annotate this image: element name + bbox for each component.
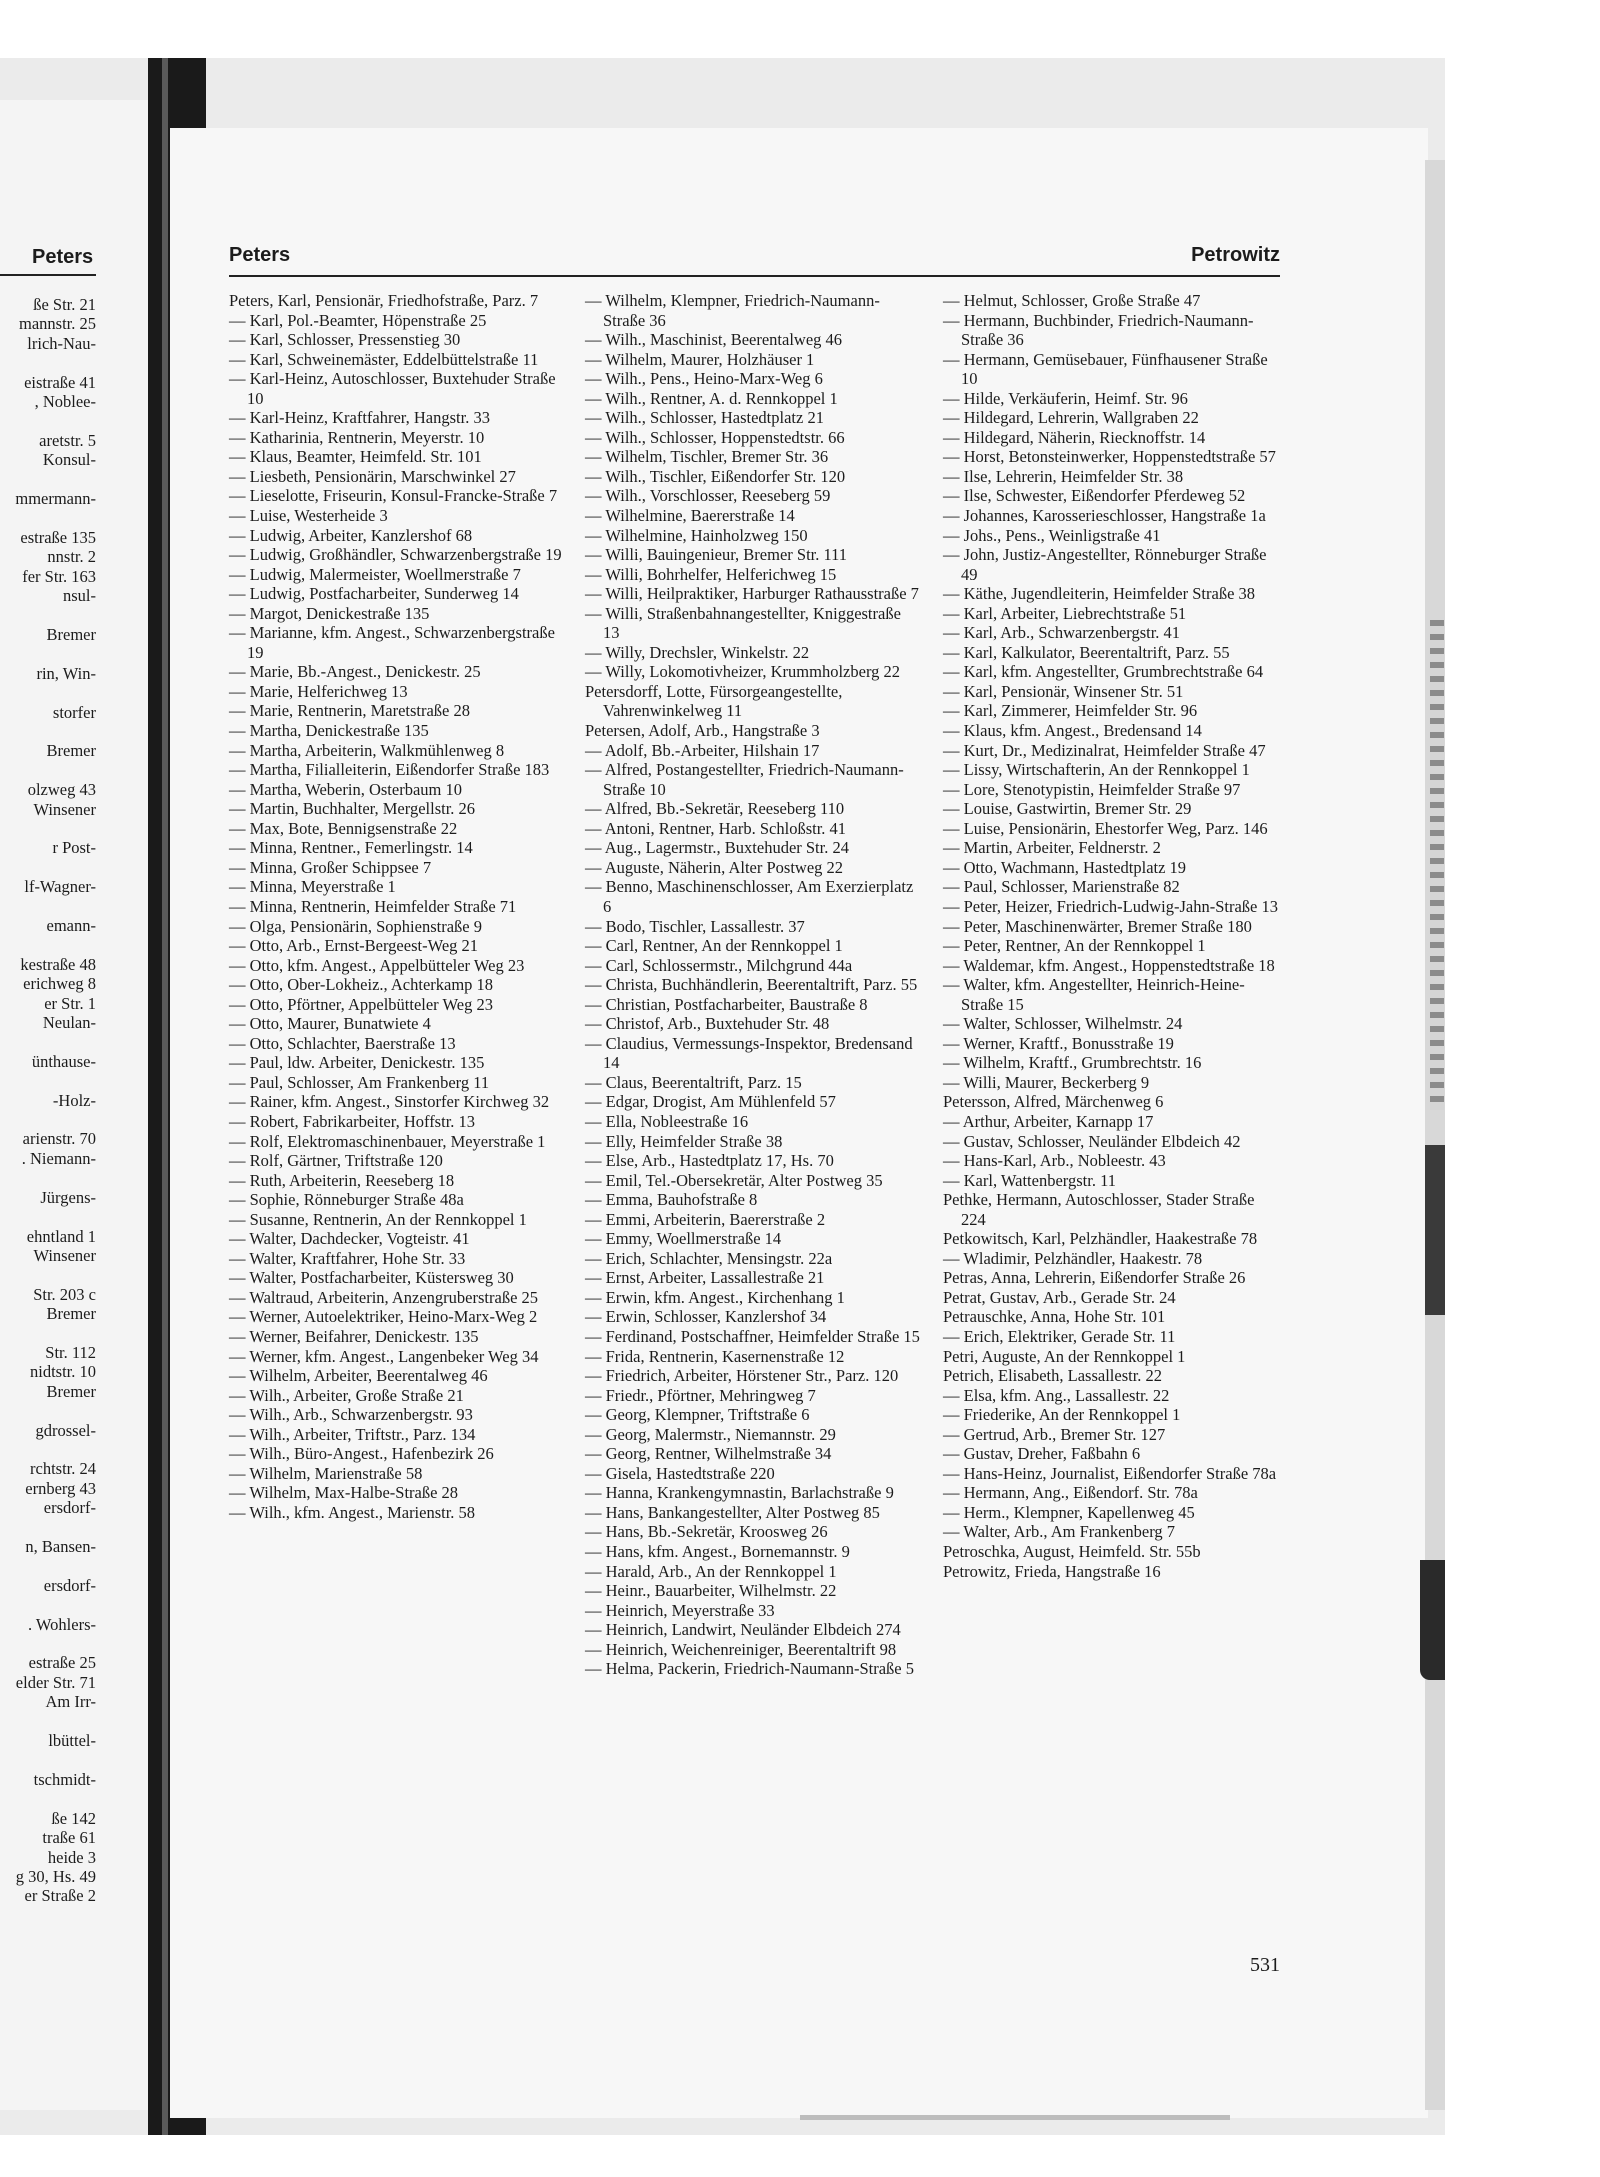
left-page-line: fer Str. 163	[22, 566, 96, 586]
directory-entry: — Johannes, Karosserieschlosser, Hangstraße 1a	[943, 506, 1266, 526]
left-page-line: kestraße 48	[20, 954, 96, 974]
left-page-line	[0, 1789, 96, 1808]
left-page-line	[0, 1207, 96, 1226]
left-page-line	[0, 935, 96, 954]
directory-entry: — Johs., Pens., Weinligstraße 41	[943, 525, 1161, 545]
left-page-line: olzweg 43	[27, 780, 96, 800]
directory-entry: — Alfred, Bb.-Sekretär, Reeseberg 110	[585, 799, 845, 819]
directory-entry: — Wilh., Arb., Schwarzenbergstr. 93	[229, 1405, 473, 1425]
directory-entry: — Wilhelm, Klempner, Friedrich-Naumann-Straße 36	[585, 291, 880, 330]
left-page-line	[0, 1595, 96, 1614]
directory-entry: — Werner, kfm. Angest., Langenbeker Weg 34	[229, 1346, 539, 1366]
directory-entry: — Christof, Arb., Buxtehuder Str. 48	[585, 1014, 830, 1034]
left-page-line	[0, 1110, 96, 1129]
directory-entry: — Wilh., Maschinist, Beerentalweg 46	[585, 330, 843, 350]
directory-entry: — Otto, Maurer, Bunatwiete 4	[229, 1014, 431, 1034]
directory-entry: — Emmy, Woellmerstraße 14	[585, 1229, 782, 1249]
left-page-line: rin, Win-	[36, 663, 96, 683]
left-page-line: mmermann-	[15, 489, 96, 509]
left-page-line	[0, 411, 96, 430]
directory-entry: — Liesbeth, Pensionärin, Marschwinkel 27	[229, 466, 516, 486]
left-page-line: elder Str. 71	[15, 1672, 96, 1692]
left-page-line	[0, 683, 96, 702]
directory-entry: — Lieselotte, Friseurin, Konsul-Francke-Straße 7	[229, 486, 558, 506]
directory-entry: — Max, Bote, Bennigsenstraße 22	[229, 818, 458, 838]
directory-entry: — Hans, kfm. Angest., Bornemannstr. 9	[585, 1542, 850, 1561]
directory-entry: — Georg, Klempner, Triftstraße 6	[585, 1405, 810, 1425]
directory-entry: — Klaus, kfm. Angest., Bredensand 14	[943, 721, 1202, 741]
left-page-line: ehntland 1	[26, 1226, 96, 1246]
left-page-line: Str. 112	[45, 1342, 96, 1362]
directory-entry: — Wilh., Schlosser, Hoppenstedtstr. 66	[585, 427, 845, 447]
directory-entry: — Heinrich, Landwirt, Neuländer Elbdeich 274	[585, 1620, 901, 1640]
directory-entry: — Hildegard, Näherin, Riecknoffstr. 14	[943, 427, 1206, 447]
directory-entry: — Waldemar, kfm. Angest., Hoppenstedtstraße 18	[943, 955, 1275, 975]
directory-entry: — Willy, Lokomotivheizer, Krummholzberg 22	[585, 662, 901, 682]
directory-entry: — Auguste, Näherin, Alter Postweg 22	[585, 857, 844, 877]
directory-entry: — Karl, Arb., Schwarzenbergstr. 41	[943, 623, 1181, 643]
left-page-line	[0, 353, 96, 372]
directory-entry: — Peter, Rentner, An der Rennkoppel 1	[943, 936, 1206, 956]
directory-entry: — Karl, Arbeiter, Liebrechtstraße 51	[943, 603, 1187, 623]
directory-entry: — Wilh., Arbeiter, Triftstr., Parz. 134	[229, 1424, 476, 1444]
directory-entry: — Walter, kfm. Angestellter, Heinrich-Heine-Straße 15	[943, 975, 1245, 1014]
directory-entry: — Ilse, Lehrerin, Heimfelder Str. 38	[943, 466, 1184, 486]
left-page-line: Neulan-	[42, 1013, 96, 1033]
directory-entry: — Lissy, Wirtschafterin, An der Rennkoppel 1	[943, 760, 1250, 780]
edge-print-strip	[1430, 620, 1444, 1110]
directory-entry: — Wilh., Büro-Angest., Hafenbezirk 26	[229, 1444, 494, 1464]
directory-entry: — Wilh., Tischler, Eißendorfer Str. 120	[585, 466, 846, 486]
left-page-line: nidtstr. 10	[29, 1362, 96, 1382]
directory-entry: — Luise, Westerheide 3	[229, 506, 388, 526]
directory-entry: — Otto, Pförtner, Appelbütteler Weg 23	[229, 994, 493, 1014]
left-page-line	[0, 508, 96, 527]
directory-entry: — Katharinia, Rentnerin, Meyerstr. 10	[229, 427, 485, 447]
directory-entry: — Marie, Helferichweg 13	[229, 681, 408, 701]
directory-entry: — Erich, Schlachter, Mensingstr. 22a	[585, 1248, 833, 1268]
directory-entry: — Edgar, Drogist, Am Mühlenfeld 57	[585, 1092, 836, 1112]
directory-column-1	[229, 291, 565, 1522]
directory-entry: — Walter, Schlosser, Wilhelmstr. 24	[943, 1014, 1183, 1034]
left-page-line: ünthause-	[31, 1051, 96, 1071]
left-page-line	[0, 1440, 96, 1459]
directory-entry: — Otto, Arb., Ernst-Bergeest-Weg 21	[229, 936, 479, 956]
left-page-line: r Post-	[52, 838, 96, 858]
directory-entry: — Minna, Meyerstraße 1	[229, 877, 396, 897]
left-page-line: ersdorf-	[43, 1575, 96, 1595]
left-page-line: Winsener	[33, 1245, 96, 1265]
directory-entry: Petersen, Adolf, Arb., Hangstraße 3	[585, 721, 820, 741]
directory-entry: — Hans-Heinz, Journalist, Eißendorfer Straße 78a	[943, 1463, 1277, 1483]
directory-entry: — Peter, Heizer, Friedrich-Ludwig-Jahn-Straße 13	[943, 896, 1278, 916]
directory-entry: — Hans, Bankangestellter, Alter Postweg 85	[585, 1502, 880, 1522]
left-page-rule	[0, 274, 96, 276]
left-page-line	[0, 1168, 96, 1187]
left-page-line: Jürgens-	[40, 1187, 96, 1207]
spine-edge	[162, 58, 168, 2135]
left-page-line	[0, 1750, 96, 1769]
right-page-edge	[1425, 160, 1445, 2110]
directory-entry: — Erich, Elektriker, Gerade Str. 11	[943, 1326, 1176, 1346]
directory-entry: — Else, Arb., Hastedtplatz 17, Hs. 70	[585, 1151, 834, 1171]
left-page-line: Konsul-	[42, 450, 96, 470]
directory-entry: — Lore, Stenotypistin, Heimfelder Straße 97	[943, 779, 1241, 799]
directory-entry: — Paul, Schlosser, Marienstraße 82	[943, 877, 1180, 897]
left-page-line: arienstr. 70	[22, 1129, 96, 1149]
right-page-header-left: Peters	[229, 244, 291, 266]
left-page-line: ernberg 43	[25, 1478, 96, 1498]
directory-entry: — Hanna, Krankengymnastin, Barlachstraße 9	[585, 1483, 894, 1503]
left-page-line: estraße 25	[28, 1653, 96, 1673]
directory-entry: — Wilh., kfm. Angest., Marienstr. 58	[229, 1502, 476, 1522]
left-page-line: . Wohlers-	[27, 1614, 96, 1634]
left-page-line: , Noblee-	[34, 392, 96, 412]
directory-entry: — Heinr., Bauarbeiter, Wilhelmstr. 22	[585, 1581, 837, 1601]
directory-entry: — Wilhelm, Maurer, Holzhäuser 1	[585, 349, 815, 369]
page-number: 531	[1250, 1954, 1280, 1976]
directory-entry: — Friedrich, Arbeiter, Hörstener Str., Parz. 120	[585, 1366, 899, 1386]
left-page-line	[0, 897, 96, 916]
directory-entry: — Wilhelm, Tischler, Bremer Str. 36	[585, 447, 829, 467]
directory-entry: — Willi, Straßenbahnangestellter, Kniggestraße 13	[585, 603, 901, 643]
directory-entry: Petersdorff, Lotte, Fürsorgeangestellte, Vahrenwinkelweg 11	[585, 681, 843, 721]
right-page-header-right: Petrowitz	[1191, 244, 1280, 266]
directory-entry: — Werner, Autoelektriker, Heino-Marx-Weg 2	[229, 1307, 538, 1327]
left-page-line: Winsener	[33, 799, 96, 819]
directory-column-2	[585, 291, 921, 1679]
left-page-line: mannstr. 25	[19, 314, 96, 334]
left-page-text	[0, 295, 96, 1906]
directory-entry: — Otto, Wachmann, Hastedtplatz 19	[943, 857, 1187, 877]
directory-entry: — Georg, Malermstr., Niemannstr. 29	[585, 1424, 836, 1444]
left-page-line	[0, 858, 96, 877]
left-page-line: eistraße 41	[24, 372, 96, 392]
directory-entry: — Marie, Bb.-Angest., Denickestr. 25	[229, 662, 481, 682]
left-page-line: nnstr. 2	[47, 547, 96, 567]
directory-entry: — Ferdinand, Postschaffner, Heimfelder Straße 15	[585, 1326, 920, 1346]
directory-entry: — Aug., Lagermstr., Buxtehuder Str. 24	[585, 838, 849, 858]
directory-entry: — Erwin, Schlosser, Kanzlershof 34	[585, 1307, 827, 1327]
left-page-line: traße 61	[42, 1828, 96, 1848]
directory-entry: Petras, Anna, Lehrerin, Eißendorfer Straße 26	[943, 1268, 1246, 1288]
directory-entry: — Otto, kfm. Angest., Appelbütteler Weg 23	[229, 955, 525, 975]
directory-entry: — Harald, Arb., An der Rennkoppel 1	[585, 1561, 837, 1581]
directory-entry: — Rainer, kfm. Angest., Sinstorfer Kirchweg 32	[229, 1092, 550, 1112]
directory-entry: — Klaus, Beamter, Heimfeld. Str. 101	[229, 447, 482, 467]
directory-entry: — Willi, Bauingenieur, Bremer Str. 111	[585, 545, 848, 565]
directory-entry: — Carl, Rentner, An der Rennkoppel 1	[585, 936, 843, 956]
directory-entry: — Wilh., Vorschlosser, Reeseberg 59	[585, 486, 831, 506]
left-page-line: ße 142	[51, 1808, 96, 1828]
directory-entry: — Heinrich, Meyerstraße 33	[585, 1600, 775, 1620]
left-page-line	[0, 644, 96, 663]
directory-entry: — Heinrich, Weichenreiniger, Beerentaltrift 98	[585, 1639, 897, 1659]
directory-entry: — Frida, Rentnerin, Kasernenstraße 12	[585, 1346, 845, 1366]
directory-entry: — Emil, Tel.-Obersekretär, Alter Postweg 35	[585, 1170, 883, 1190]
directory-entry: — Hildegard, Lehrerin, Wallgraben 22	[943, 408, 1199, 428]
directory-entry: — Paul, Schlosser, Am Frankenberg 11	[229, 1072, 490, 1092]
directory-entry: — Sophie, Rönneburger Straße 48a	[229, 1190, 464, 1210]
left-page-line	[0, 1265, 96, 1284]
left-page-line: estraße 135	[20, 527, 96, 547]
directory-entry: — Gustav, Dreher, Faßbahn 6	[943, 1444, 1141, 1464]
directory-entry: Pethke, Hermann, Autoschlosser, Stader Straße 224	[943, 1190, 1255, 1229]
directory-entry: — Wilhelm, Arbeiter, Beerentalweg 46	[229, 1366, 488, 1386]
left-page-line: Am Irr-	[45, 1692, 96, 1712]
left-page-line	[0, 722, 96, 741]
directory-entry: — Margot, Denickestraße 135	[229, 603, 430, 623]
left-page-line: . Niemann-	[21, 1148, 96, 1168]
directory-entry: — Emmi, Arbeiterin, Baererstraße 2	[585, 1209, 826, 1229]
directory-entry: — Walter, Arb., Am Frankenberg 7	[943, 1522, 1176, 1542]
directory-entry: — Luise, Pensionärin, Ehestorfer Weg, Parz. 146	[943, 818, 1268, 838]
directory-entry: — Ludwig, Arbeiter, Kanzlershof 68	[229, 525, 473, 545]
directory-entry: — Helmut, Schlosser, Große Straße 47	[943, 291, 1201, 310]
directory-entry: — Louise, Gastwirtin, Bremer Str. 29	[943, 799, 1192, 819]
directory-entry: Petrat, Gustav, Arb., Gerade Str. 24	[943, 1287, 1176, 1307]
directory-entry: — Paul, ldw. Arbeiter, Denickestr. 135	[229, 1053, 485, 1073]
directory-entry: — Helma, Packerin, Friedrich-Naumann-Straße 5	[585, 1659, 914, 1679]
directory-entry: — Ernst, Arbeiter, Lassallestraße 21	[585, 1268, 825, 1288]
header-rule	[229, 275, 1280, 277]
directory-entry: — Claus, Beerentaltrift, Parz. 15	[585, 1072, 802, 1092]
left-page-line: g 30, Hs. 49	[15, 1866, 96, 1886]
directory-entry: — Ludwig, Postfacharbeiter, Sunderweg 14	[229, 584, 519, 604]
left-page-line: lrich-Nau-	[27, 333, 96, 353]
left-page-line	[0, 819, 96, 838]
directory-entry: — Wilh., Arbeiter, Große Straße 21	[229, 1385, 464, 1405]
left-page-header: Peters	[32, 246, 94, 268]
left-page-line	[0, 606, 96, 625]
left-page-line	[0, 1634, 96, 1653]
left-page-line	[0, 1401, 96, 1420]
directory-entry: — Hans, Bb.-Sekretär, Kroosweg 26	[585, 1522, 828, 1542]
directory-entry: — Elsa, kfm. Ang., Lassallestr. 22	[943, 1385, 1170, 1405]
directory-entry: — Hermann, Buchbinder, Friedrich-Naumann-Straße 36	[943, 310, 1254, 350]
left-page-line: heide 3	[47, 1847, 96, 1867]
directory-entry: — Claudius, Vermessungs-Inspektor, Bredensand 14	[585, 1033, 913, 1073]
directory-entry: — Karl, Kalkulator, Beerentaltrift, Parz. 55	[943, 642, 1230, 662]
directory-entry: — Minna, Großer Schippsee 7	[229, 857, 432, 877]
left-page-line	[0, 1071, 96, 1090]
directory-entry: — Marie, Rentnerin, Maretstraße 28	[229, 701, 471, 721]
directory-entry: — Minna, Rentnerin, Heimfelder Straße 71	[229, 896, 517, 916]
directory-entry: — Horst, Betonsteinwerker, Hoppenstedtstraße 57	[943, 447, 1276, 467]
directory-entry: — Willi, Heilpraktiker, Harburger Rathausstraße 7	[585, 584, 919, 604]
left-page-line: rchtstr. 24	[30, 1459, 96, 1479]
directory-entry: — Waltraud, Arbeiterin, Anzengruberstraße 25	[229, 1287, 539, 1307]
directory-entry: — Martin, Arbeiter, Feldnerstr. 2	[943, 838, 1161, 858]
directory-entry: — Käthe, Jugendleiterin, Heimfelder Straße 38	[943, 584, 1256, 604]
directory-entry: — Georg, Rentner, Wilhelmstraße 34	[585, 1444, 832, 1464]
left-page-line: Bremer	[46, 1304, 96, 1324]
directory-entry: — Ella, Nobleestraße 16	[585, 1111, 749, 1131]
left-page-line	[0, 761, 96, 780]
edge-dark-mark	[1425, 1145, 1445, 1315]
left-page-line	[0, 470, 96, 489]
directory-entry: — Robert, Fabrikarbeiter, Hoffstr. 13	[229, 1111, 476, 1131]
directory-entry: — Rolf, Gärtner, Triftstraße 120	[229, 1151, 443, 1171]
directory-entry: — Antoni, Rentner, Harb. Schloßstr. 41	[585, 818, 847, 838]
left-page-line: emann-	[46, 916, 96, 935]
directory-entry: — Herm., Klempner, Kapellenweg 45	[943, 1502, 1195, 1522]
directory-entry: — Karl, Zimmerer, Heimfelder Str. 96	[943, 701, 1198, 721]
directory-entry: — Wladimir, Pelzhändler, Haakestr. 78	[943, 1248, 1203, 1268]
directory-entry: — Willi, Bohrhelfer, Helferichweg 15	[585, 564, 837, 584]
directory-column-3	[943, 291, 1279, 1581]
left-page-line	[0, 1712, 96, 1731]
left-page-line: -Holz-	[52, 1090, 96, 1110]
left-page-line: nsul-	[63, 586, 96, 606]
directory-entry: — Karl, kfm. Angestellter, Grumbrechtstraße 64	[943, 662, 1264, 682]
left-page-line: ße Str. 21	[33, 295, 96, 314]
directory-entry: — Hans-Karl, Arb., Nobleestr. 43	[943, 1151, 1166, 1171]
directory-entry: — Wilh., Pens., Heino-Marx-Weg 6	[585, 369, 823, 389]
directory-entry: — Martha, Denickestraße 135	[229, 721, 429, 741]
directory-entry: — Friedr., Pförtner, Mehringweg 7	[585, 1385, 816, 1405]
left-page-line	[0, 1518, 96, 1537]
directory-entry: — Bodo, Tischler, Lassallestr. 37	[585, 916, 805, 936]
left-page-line: lf-Wagner-	[24, 877, 96, 897]
directory-entry: — Benno, Maschinenschlosser, Am Exerzierplatz 6	[585, 877, 914, 916]
directory-entry: — Arthur, Arbeiter, Karnapp 17	[943, 1111, 1154, 1131]
directory-entry: — Hilde, Verkäuferin, Heimf. Str. 96	[943, 388, 1188, 408]
directory-entry: — Martha, Weberin, Osterbaum 10	[229, 779, 462, 799]
directory-entry: — Christian, Postfacharbeiter, Baustraße 8	[585, 994, 868, 1014]
directory-entry: — Karl, Pol.-Beamter, Höpenstraße 25	[229, 310, 487, 330]
directory-entry: — Martha, Filialleiterin, Eißendorfer Straße 183	[229, 760, 550, 780]
directory-entry: — Ludwig, Großhändler, Schwarzenbergstraße 19	[229, 545, 562, 565]
directory-entry: Petri, Auguste, An der Rennkoppel 1	[943, 1346, 1186, 1366]
left-page-line: lbüttel-	[48, 1731, 96, 1751]
left-page-line: Bremer	[46, 741, 96, 761]
directory-entry: — Ludwig, Malermeister, Woellmerstraße 7	[229, 564, 521, 584]
directory-entry: — Ruth, Arbeiterin, Reeseberg 18	[229, 1170, 455, 1190]
directory-entry: — Otto, Schlachter, Baerstraße 13	[229, 1033, 456, 1053]
directory-entry: — Wilhelm, Kraftf., Grumbrechtstr. 16	[943, 1053, 1202, 1073]
left-page-line: n, Bansen-	[25, 1537, 96, 1556]
directory-entry: — Ilse, Schwester, Eißendorfer Pferdeweg 52	[943, 486, 1246, 506]
directory-entry: — Werner, Kraftf., Bonusstraße 19	[943, 1033, 1174, 1053]
directory-entry: — Walter, Postfacharbeiter, Küstersweg 30	[229, 1268, 514, 1288]
directory-entry: — Gertrud, Arb., Bremer Str. 127	[943, 1424, 1166, 1444]
directory-entry: — Rolf, Elektromaschinenbauer, Meyerstraße 1	[229, 1131, 546, 1151]
directory-entry: — Gustav, Schlosser, Neuländer Elbdeich 42	[943, 1131, 1241, 1151]
directory-entry: — Werner, Beifahrer, Denickestr. 135	[229, 1326, 479, 1346]
directory-entry: — Karl, Wattenbergstr. 11	[943, 1170, 1116, 1190]
directory-entry: — Wilh., Rentner, A. d. Rennkoppel 1	[585, 388, 838, 408]
directory-entry: Petrauschke, Anna, Hohe Str. 101	[943, 1307, 1166, 1327]
left-page-line	[0, 1556, 96, 1575]
directory-entry: — Gisela, Hastedtstraße 220	[585, 1463, 775, 1483]
directory-entry: Peters, Karl, Pensionär, Friedhofstraße, Parz. 7	[229, 291, 539, 310]
left-page-line	[0, 1032, 96, 1051]
directory-entry: — Willi, Maurer, Beckerberg 9	[943, 1072, 1150, 1092]
directory-entry: — Hermann, Gemüsebauer, Fünfhausener Straße 10	[943, 349, 1268, 389]
left-page-line: Bremer	[46, 624, 96, 644]
directory-entry: — Peter, Maschinenwärter, Bremer Straße 180	[943, 916, 1252, 936]
left-page-line: er Straße 2	[24, 1886, 96, 1906]
left-page-line: Str. 203 c	[33, 1284, 96, 1304]
directory-entry: — Wilh., Schlosser, Hastedtplatz 21	[585, 408, 824, 428]
directory-entry: — Karl-Heinz, Kraftfahrer, Hangstr. 33	[229, 408, 490, 428]
directory-entry: — Otto, Ober-Lokheiz., Achterkamp 18	[229, 975, 494, 995]
directory-entry: Petroschka, August, Heimfeld. Str. 55b	[943, 1542, 1201, 1561]
directory-entry: — Adolf, Bb.-Arbeiter, Hilshain 17	[585, 740, 820, 760]
directory-entry: — Marianne, kfm. Angest., Schwarzenbergstraße 19	[229, 623, 555, 662]
directory-entry: — Karl, Schlosser, Pressenstieg 30	[229, 330, 461, 350]
left-page-line: storfer	[52, 702, 96, 722]
directory-entry: — Minna, Rentner., Femerlingstr. 14	[229, 838, 473, 858]
directory-entry: — Walter, Dachdecker, Vogteistr. 41	[229, 1229, 470, 1249]
directory-entry: — Walter, Kraftfahrer, Hohe Str. 33	[229, 1248, 466, 1268]
directory-entry: — Karl-Heinz, Autoschlosser, Buxtehuder Straße 10	[229, 369, 556, 408]
directory-entry: — Martha, Arbeiterin, Walkmühlenweg 8	[229, 740, 505, 760]
directory-entry: — Wilhelm, Max-Halbe-Straße 28	[229, 1483, 459, 1503]
directory-entry: Petersson, Alfred, Märchenweg 6	[943, 1092, 1164, 1112]
edge-dark-mark	[1420, 1560, 1445, 1680]
left-page-line: tschmidt-	[33, 1769, 96, 1789]
left-page-line: erichweg 8	[23, 974, 96, 994]
directory-entry: — Kurt, Dr., Medizinalrat, Heimfelder Straße 47	[943, 740, 1266, 760]
left-page-line: ersdorf-	[43, 1498, 96, 1518]
left-page-line: gdrossel-	[35, 1420, 96, 1440]
directory-entry: — John, Justiz-Angestellter, Rönneburger Straße 49	[943, 545, 1267, 584]
directory-entry: — Erwin, kfm. Angest., Kirchenhang 1	[585, 1287, 845, 1307]
left-page-line: Bremer	[46, 1381, 96, 1401]
bottom-smudge	[800, 2115, 1230, 2120]
directory-entry: — Karl, Pensionär, Winsener Str. 51	[943, 681, 1184, 701]
directory-entry: — Wilhelmine, Baererstraße 14	[585, 506, 795, 526]
left-page-line	[0, 1324, 96, 1343]
directory-entry: — Carl, Schlossermstr., Milchgrund 44a	[585, 955, 853, 975]
directory-entry: — Wilhelmine, Hainholzweg 150	[585, 525, 808, 545]
directory-entry: — Friederike, An der Rennkoppel 1	[943, 1405, 1181, 1425]
directory-entry: — Olga, Pensionärin, Sophienstraße 9	[229, 916, 482, 936]
directory-entry: — Willy, Drechsler, Winkelstr. 22	[585, 642, 810, 662]
directory-entry: — Wilhelm, Marienstraße 58	[229, 1463, 423, 1483]
directory-entry: — Emma, Bauhofstraße 8	[585, 1190, 758, 1210]
directory-entry: Petrowitz, Frieda, Hangstraße 16	[943, 1561, 1161, 1581]
left-page-line: aretstr. 5	[39, 430, 96, 450]
left-page-line: er Str. 1	[44, 993, 96, 1013]
directory-entry: — Alfred, Postangestellter, Friedrich-Naumann-Straße 10	[585, 760, 904, 799]
directory-entry: — Susanne, Rentnerin, An der Rennkoppel 1	[229, 1209, 527, 1229]
directory-entry: — Elly, Heimfelder Straße 38	[585, 1131, 783, 1151]
directory-entry: — Hermann, Ang., Eißendorf. Str. 78a	[943, 1483, 1198, 1503]
directory-entry: — Christa, Buchhändlerin, Beerentaltrift, Parz. 55	[585, 975, 918, 995]
directory-entry: — Martin, Buchhalter, Mergellstr. 26	[229, 799, 476, 819]
directory-entry: — Karl, Schweinemäster, Eddelbüttelstraße 11	[229, 349, 539, 369]
directory-entry: Petrich, Elisabeth, Lassallestr. 22	[943, 1366, 1163, 1386]
directory-entry: Petkowitsch, Karl, Pelzhändler, Haakestraße 78	[943, 1229, 1258, 1249]
